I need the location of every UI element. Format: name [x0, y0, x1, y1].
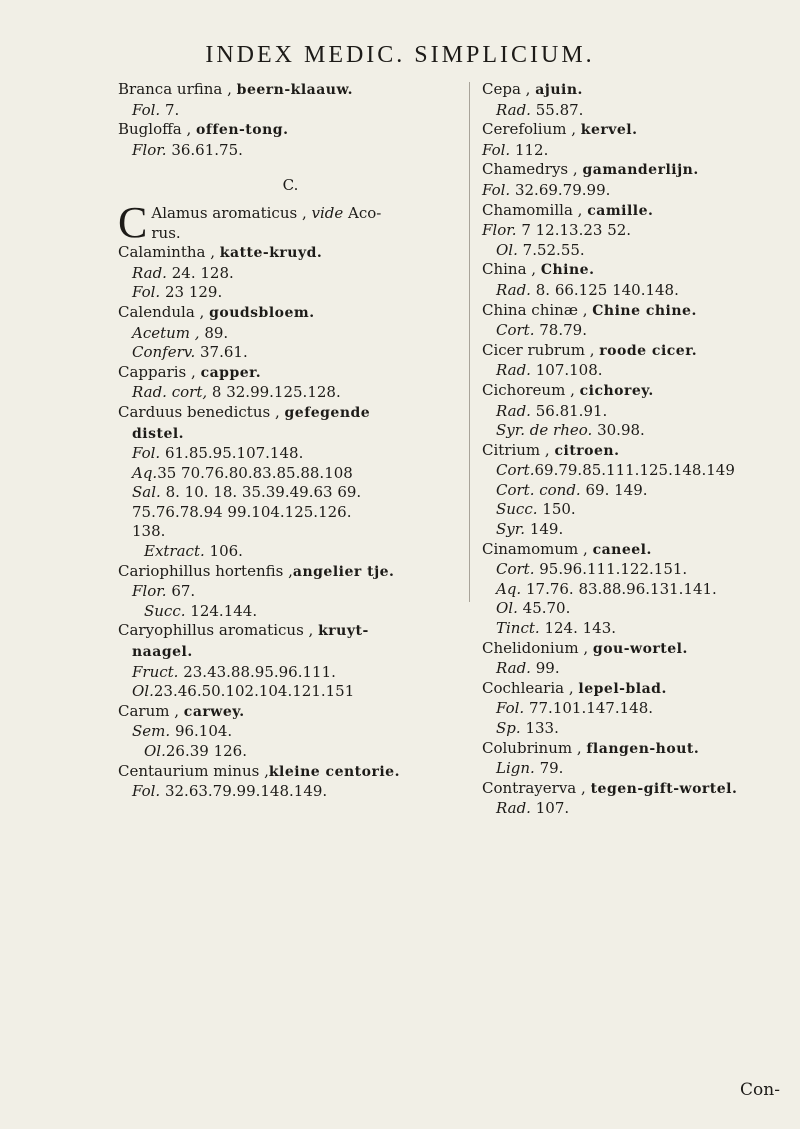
entry-line [118, 80, 463, 101]
entry-vernacular: beern-klaauw. [236, 82, 353, 98]
entry-line: Cochlearia , lepel-blad. [482, 678, 667, 697]
section-letter: C. [282, 176, 299, 195]
entry-line: Chamedrys , gamanderlijn. [482, 160, 699, 179]
entry-name: Branca urfina , [118, 80, 232, 98]
entry-line: Cariophillus hortenfis ,angelier tje. [118, 561, 395, 580]
entry-line: Calamintha , katte-kruyd. [118, 243, 323, 262]
entry-line: Cichoreum , cichorey. [482, 380, 654, 399]
entry-line: Citrium , citroen. [482, 440, 620, 459]
catchword: Con- [740, 1080, 780, 1100]
drop-cap: C [118, 197, 148, 247]
entry-line: Centaurium minus ,kleine centorie. [118, 761, 400, 780]
entry-line: Cerefolium , kervel. [482, 120, 638, 139]
entry-line: Colubrinum , flangen-hout. [482, 738, 700, 757]
left-column: Branca urfina , beern-klaauw. Fol. 7. Bugloffa , offen-tong. Flor. 36.61.75. C. C Alamus aromaticus , vide Aco- rus. Calamintha , katte-kruyd. Rad. 24. 128. Fol. 23 129. Calendula , goudsbloem. Acetum , 89. Conferv. 37.61. Capparis , capper. Rad. cort, 8 32.99.125.128. Carduus benedictus , gefegende distel. Fol. 61.85.95.107.148. Aq.35 70.76.80.83.85.88.108 Sal. 8. 10. 18. 35.39.49.63 69. 75.76.78.94 99.104.125.126. 138. Extract. 106. Cariophillus hortenfis ,angelier tje. Flor. 67. Succ. 124.144. Caryophillus aromaticus , kruyt- naagel. Fruct. 23.43.88.95.96.111. Ol.23.46.50.102.104.121.151 Carum , carwey. Sem. 96.104. Ol.26.39 126. Centaurium minus ,kleine centorie. Fol. 32.63.79.99.148.149. [118, 80, 463, 802]
ref-line: Flor. 36.61.75. [132, 140, 243, 159]
entry-line: Carduus benedictus , gefegende [118, 402, 371, 421]
right-column: Cepa , ajuin. Rad. 55.87. Cerefolium , kervel. Fol. 112. Chamedrys , gamanderlijn. Fol. 32.69.79.99. Chamomilla , camille. Flor. 7 12.13.23 52. Ol. 7.52.55. China , Chine. Rad. 8. 66.125 140.148. China chinæ , Chine chine. Cort. 78.79. Cicer rubrum , roode cicer. Rad. 107.108. Cichoreum , cichorey. Rad. 56.81.91. Syr. de rheo. 30.98. Citrium , citroen. Cort.69.79.85.111.125.148.149 Cort. cond. 69. 149. Succ. 150. Syr. 149. Cinamomum , caneel. Cort. 95.96.111.122.151. Aq. 17.76. 83.88.96.131.141. Ol. 45.70. Tinct. 124. 143. Chelidonium , gou-wortel. Rad. 99. Cochlearia , lepel-blad. Fol. 77.101.147.148. Sp. 133. Colubrinum , flangen-hout. Lign. 79. Contrayerva , tegen-gift-wortel. Rad. 107. [482, 80, 782, 819]
entry-line: Cepa , ajuin. [482, 80, 583, 98]
entry-line: Capparis , capper. [118, 362, 262, 381]
entry-line: Carum , carwey. [118, 701, 245, 720]
entry-with-dropcap: C Alamus aromaticus , vide Aco- rus. [118, 197, 382, 247]
entry-line: Bugloffa , offen-tong. [118, 120, 289, 139]
entry-line: China , Chine. [482, 260, 595, 279]
entry-line: Chamomilla , camille. [482, 200, 654, 219]
entry-line: Caryophillus aromaticus , kruyt- [118, 621, 369, 640]
entry-line: Calendula , goudsbloem. [118, 302, 315, 321]
ref-line: Fol. 7. [132, 100, 180, 119]
entry-line: Cinamomum , caneel. [482, 539, 652, 558]
page-header: INDEX MEDIC. SIMPLICIUM. [205, 42, 595, 68]
entry-line: Cicer rubrum , roode cicer. [482, 340, 698, 359]
entry-line: China chinæ , Chine chine. [482, 300, 697, 319]
column-divider [469, 82, 470, 602]
entry-line: Chelidonium , gou-wortel. [482, 638, 688, 657]
entry-line: Contrayerva , tegen-gift-wortel. [482, 778, 738, 797]
